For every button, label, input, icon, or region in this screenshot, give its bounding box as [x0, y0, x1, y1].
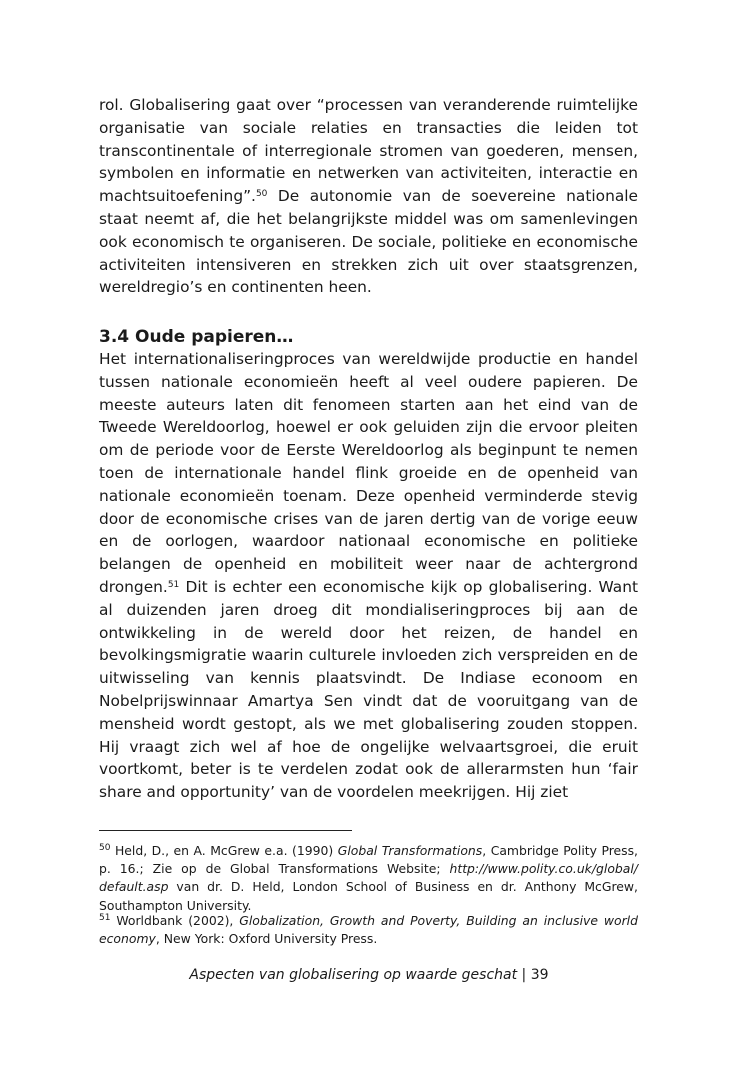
- paragraph-text: Dit is echter een economische kijk op globalisering. Want al duizenden jaren droeg dit mondialiseringproces bij aan de ontwikkeling in de wereld door het reizen, de handel en bevolkingsmigratie waarin culturele invloeden zich verspreiden en de uitwisseling van kennis plaatsvindt. De Indiase econoom en Nobelprijswinnaar Amartya Sen vindt dat de vooruitgang van de mensheid wordt gestopt, als we met globalisering zouden stoppen. Hij vraagt zich wel af hoe de ongelijke welvaartsgroei, die eruit voortkomt, beter is te verdelen zodat ook de allerarmsten hun ‘fair share and opportunity’ van de voordelen meekrijgen. Hij ziet: [99, 577, 638, 802]
- footnote-text: van dr. D. Held, London School of Business en dr. Anthony McGrew, Southampton University.: [99, 879, 638, 913]
- footnote-ref: 51: [167, 579, 180, 590]
- footnote-text: Held, D., en A. McGrew e.a. (1990): [110, 843, 338, 858]
- footnote-ref: 50: [255, 189, 268, 200]
- footnote-title: Globalization, Growth and Poverty, Building an inclusive world economy: [99, 913, 638, 947]
- running-title: Aspecten van globalisering op waarde geschat: [189, 967, 518, 983]
- footnote-text: , Cambridge Polity Press, p. 16.; Zie op de Global Transformations Website;: [99, 843, 638, 877]
- footnote-text: , New York: Oxford University Press.: [155, 931, 378, 947]
- footnote: [99, 842, 638, 915]
- footnote: [99, 912, 638, 948]
- footnote-divider: [99, 830, 352, 831]
- footnote-title: Global Transformations: [337, 843, 483, 858]
- paragraph-text: Het internationaliseringproces van wereldwijde productie en handel tussen nationale economieën heeft al veel oudere papieren. De meeste auteurs laten dit fenomeen starten aan het eind van de Tweede Wereldoorlog, hoewel er ook geluiden zijn die ervoor pleiten om de periode voor de Eerste Wereldoorlog als beginpunt te nemen toen de internationale handel flink groeide en de openheid van nationale economieën toenam. Deze openheid verminderde stevig door de economische crises van de jaren dertig van de vorige eeuw en de oorlogen, waardoor nationaal economische en politieke belangen de openheid en mobiliteit weer naar de achtergrond drongen.: [99, 350, 638, 596]
- body-paragraph: [99, 94, 638, 299]
- section-heading: 3.4 Oude papieren…: [99, 327, 294, 347]
- paragraph-text: De autonomie van de soevereine nationale staat neemt af, die het belangrijkste middel was om samenlevingen ook economisch te organiseren. De sociale, politieke en economische activiteiten intensiveren en strekken zich uit over staatsgrenzen, wereldregio’s en continenten heen.: [99, 187, 638, 297]
- section-paragraph: [99, 348, 638, 804]
- footnote-number: 51: [99, 913, 111, 923]
- footnote-text: Worldbank (2002),: [110, 913, 240, 928]
- footer-separator: |: [517, 967, 531, 983]
- paragraph-text: rol. Globalisering gaat over “processen van veranderende ruimtelijke organisatie van sociale relaties en transacties die leiden tot transcontinentale of interregionale stromen van goederen, mensen, symbolen en informatie en netwerken van activiteiten, interactie en machtsuitoefening”.: [99, 96, 638, 206]
- footnote-url: http://www.polity.co.uk/global/ default.asp: [99, 861, 638, 895]
- page-footer: [0, 966, 738, 984]
- footnote-number: 50: [99, 843, 111, 853]
- page-number: 39: [530, 967, 549, 983]
